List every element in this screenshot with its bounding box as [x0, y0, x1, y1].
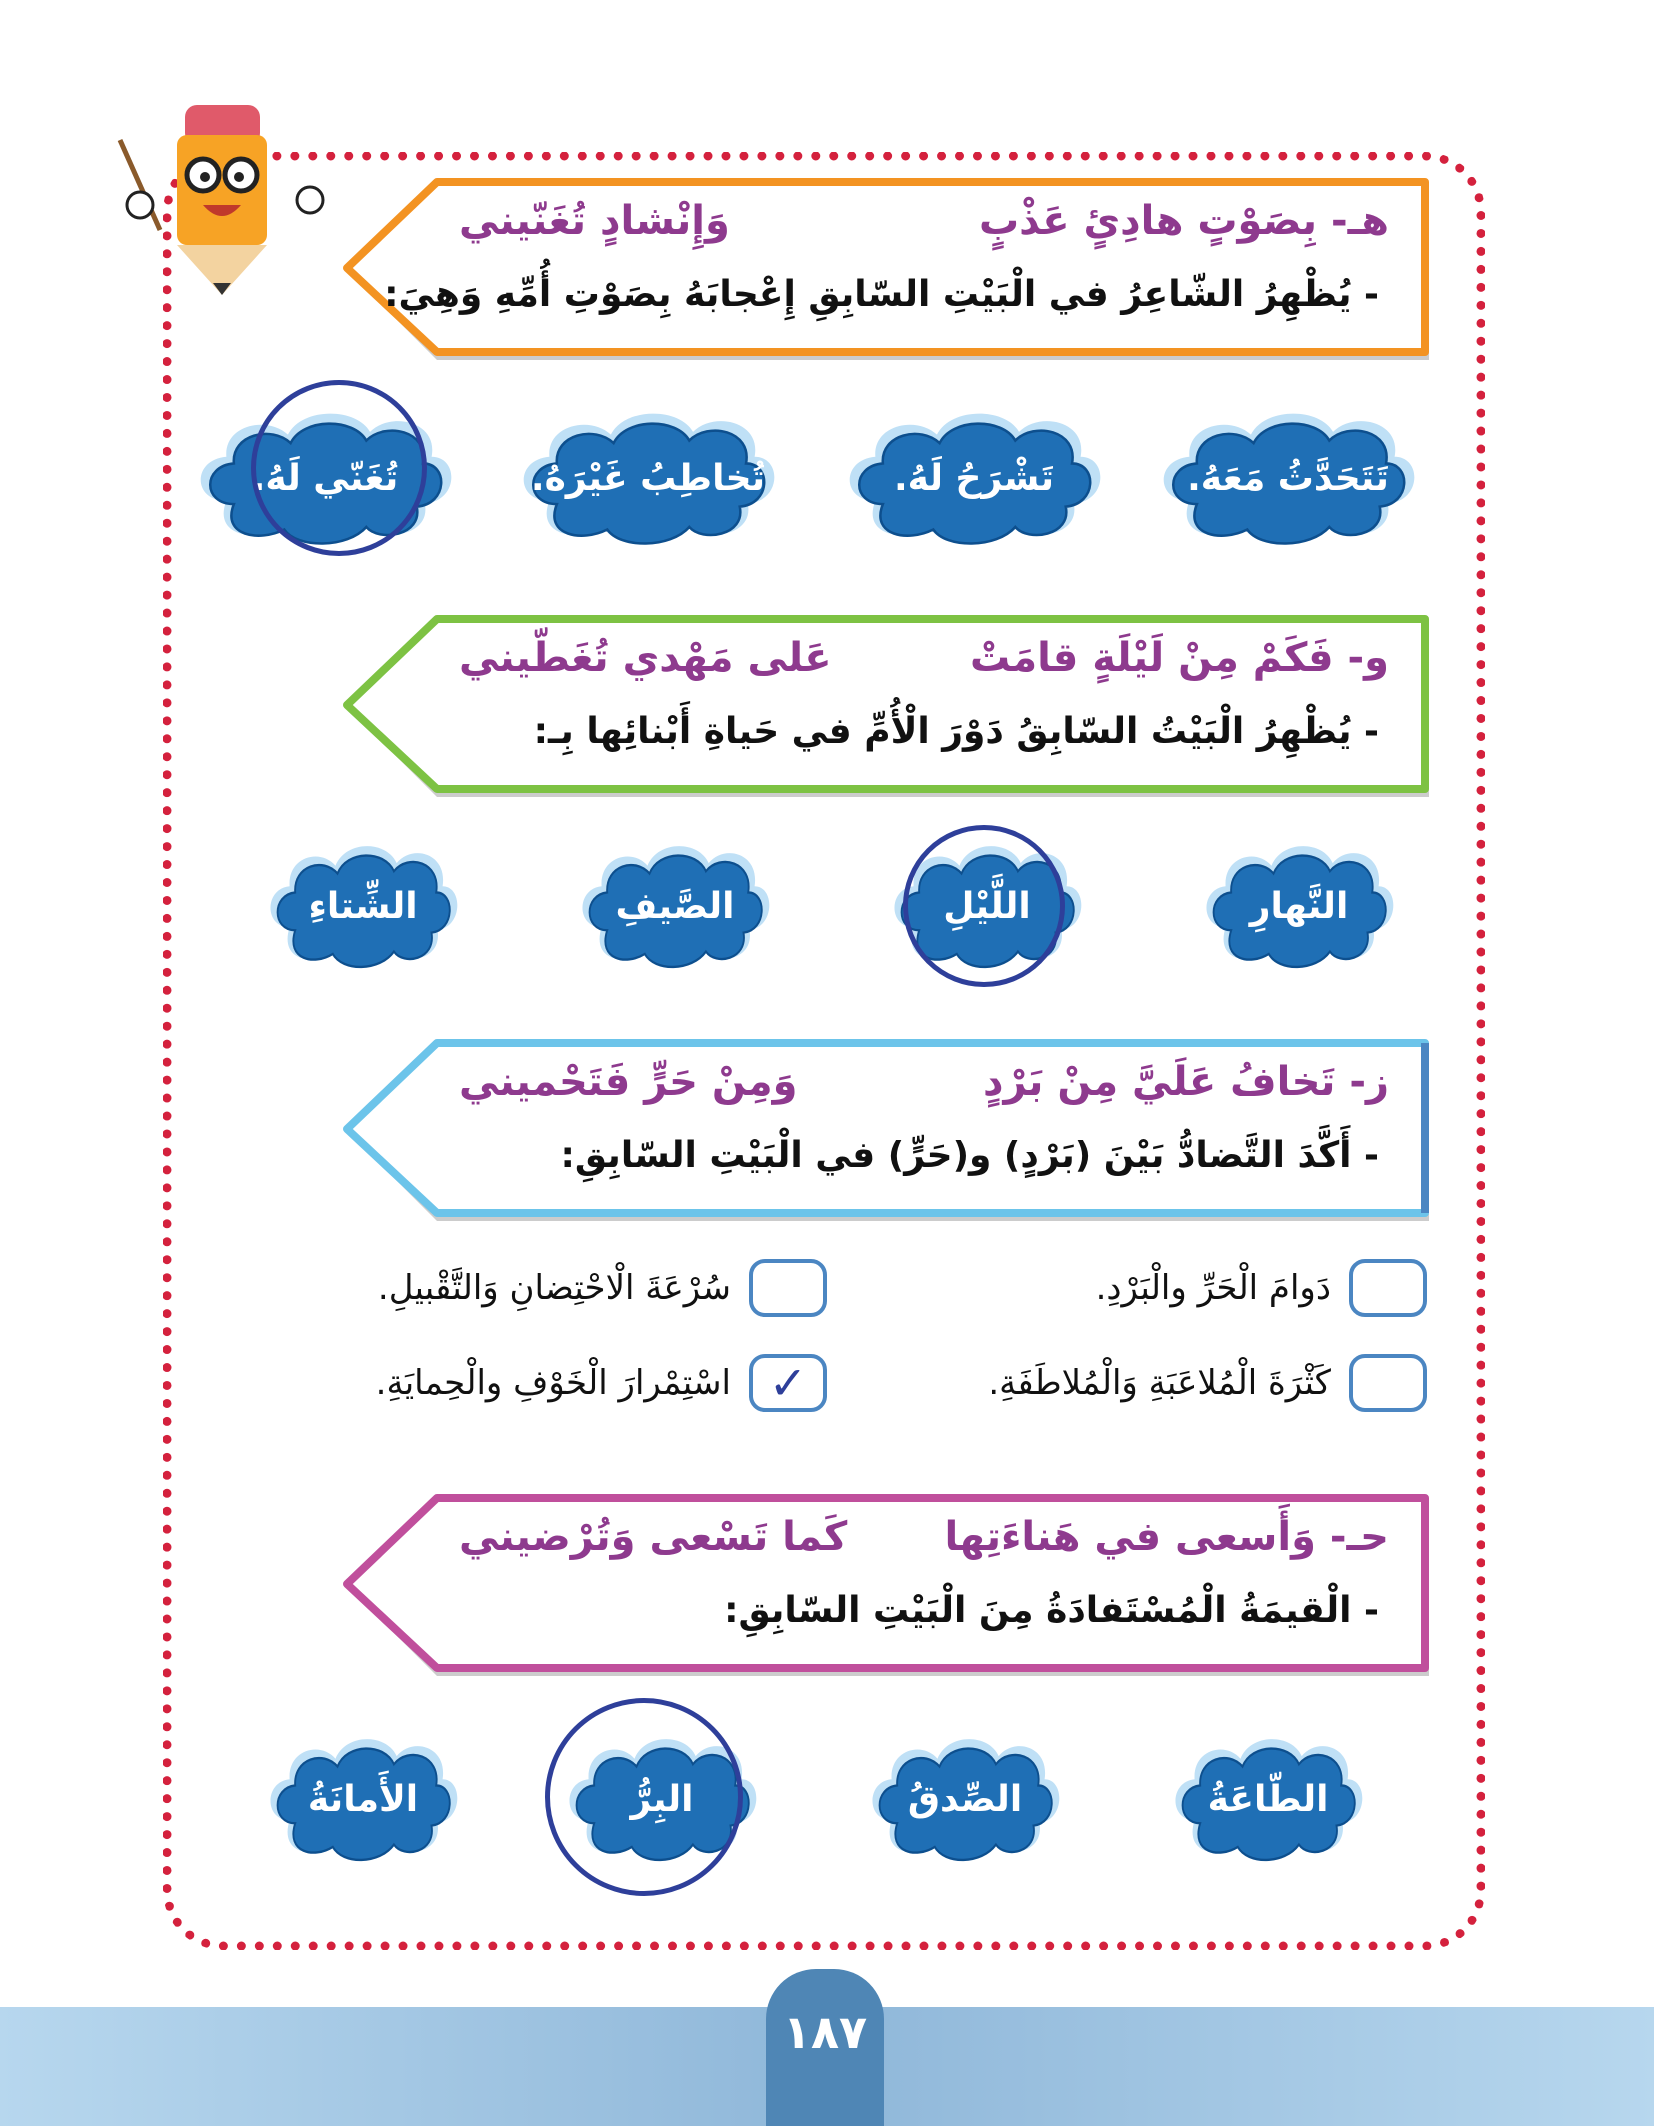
page-number: ١٨٧ [766, 1969, 884, 2126]
verse-first-hemistich: و- فَكَمْ مِنْ لَيْلَةٍ قامَتْ [969, 635, 1389, 681]
question-text: - يُظْهِرُ الشّاعِرُ في الْبَيْتِ السّابِقِ إِعْجابَهُ بِصَوْتِ أُمِّهِ وَهِيَ: [384, 274, 1379, 315]
option-label: تُغَنّي لَهُ. [251, 457, 399, 499]
question-banner-3 [339, 1037, 1429, 1221]
option-checkbox-2[interactable] [378, 1259, 827, 1317]
answer-cloud-option[interactable] [1197, 840, 1402, 972]
selected-answer-circle [903, 825, 1065, 987]
answer-cloud-option[interactable] [261, 840, 466, 972]
selected-answer-circle [545, 1698, 743, 1896]
option-label: تُخاطِبُ غَيْرَهُ. [530, 457, 766, 499]
option-label: الطّاعَةُ [1207, 1778, 1329, 1820]
option-label: اللَّيْلِ [943, 885, 1031, 927]
question-text: - يُظْهِرُ الْبَيْتُ السّابِقُ دَوْرَ الْأُمِّ في حَياةِ أَبْنائِها بِـ: [533, 711, 1379, 752]
option-checkbox-3[interactable] [988, 1354, 1427, 1412]
checkbox[interactable] [1349, 1354, 1427, 1412]
option-label: سُرْعَةَ الْاحْتِضانِ وَالتَّقْبيلِ. [377, 1268, 731, 1308]
pencil-mascot-icon [115, 95, 335, 300]
question-text: - أَكَّدَ التَّضادُّ بَيْنَ (بَرْدٍ) و(حَرٍّ) في الْبَيْتِ السّابِقِ: [560, 1135, 1379, 1176]
question-banner-4 [339, 1492, 1429, 1676]
answer-cloud-option[interactable] [261, 1733, 466, 1865]
option-checkbox-4[interactable] [376, 1354, 827, 1412]
question-banner-2 [339, 613, 1429, 797]
answer-cloud-option[interactable] [837, 407, 1112, 549]
option-label: كَثْرَةَ الْمُلاعَبَةِ وَالْمُلاطَفَةِ. [988, 1363, 1331, 1403]
checkmark-icon: ✓ [768, 1356, 808, 1410]
verse-second-hemistich: عَلى مَهْدي تُغَطّيني [459, 635, 832, 681]
option-label: البِرُّ [630, 1778, 694, 1820]
verse-first-hemistich: ز- تَخافُ عَلَيَّ مِنْ بَرْدٍ [983, 1059, 1389, 1105]
option-label: تَتَحَدَّثُ مَعَهُ. [1187, 457, 1389, 499]
verse-second-hemistich: وَإِنْشادٍ تُغَنّيني [459, 198, 730, 244]
question-text: - الْقيمَةُ الْمُسْتَفادَةُ مِنَ الْبَيْتِ السّابِقِ: [724, 1590, 1379, 1631]
option-label: تَشْرَحُ لَهُ. [893, 457, 1055, 499]
option-label: الأَمانَةُ [307, 1778, 419, 1820]
option-label: دَوامَ الْحَرِّ والْبَرْدِ. [1095, 1268, 1331, 1308]
option-label: الصَّيفِ [615, 885, 735, 927]
checkbox[interactable] [1349, 1259, 1427, 1317]
verse-first-hemistich: حـ- وَأَسعى في هَناءَتِها [944, 1514, 1389, 1560]
option-checkbox-1[interactable] [1096, 1259, 1427, 1317]
selected-answer-circle [251, 380, 427, 556]
option-label: الصِّدقُ [907, 1778, 1023, 1820]
answer-cloud-option[interactable] [1151, 407, 1426, 549]
answer-cloud-option[interactable] [1166, 1733, 1371, 1865]
question-banner-1 [339, 176, 1429, 360]
checkbox[interactable] [749, 1259, 827, 1317]
verse-second-hemistich: وَمِنْ حَرٍّ فَتَحْميني [459, 1059, 798, 1105]
answer-cloud-option[interactable] [573, 840, 778, 972]
option-label: الشِّتاءِ [308, 885, 418, 927]
verse-second-hemistich: كَما تَسْعى وَتُرْضيني [459, 1514, 848, 1560]
checkbox-checked[interactable] [749, 1354, 827, 1412]
option-label: النَّهارِ [1249, 885, 1349, 927]
answer-cloud-option[interactable] [863, 1733, 1068, 1865]
option-label: اسْتِمْرارَ الْخَوْفِ والْحِمايَةِ. [375, 1363, 731, 1403]
verse-first-hemistich: هـ- بِصَوْتٍ هادِئٍ عَذْبٍ [978, 198, 1389, 244]
answer-cloud-option[interactable] [511, 407, 786, 549]
